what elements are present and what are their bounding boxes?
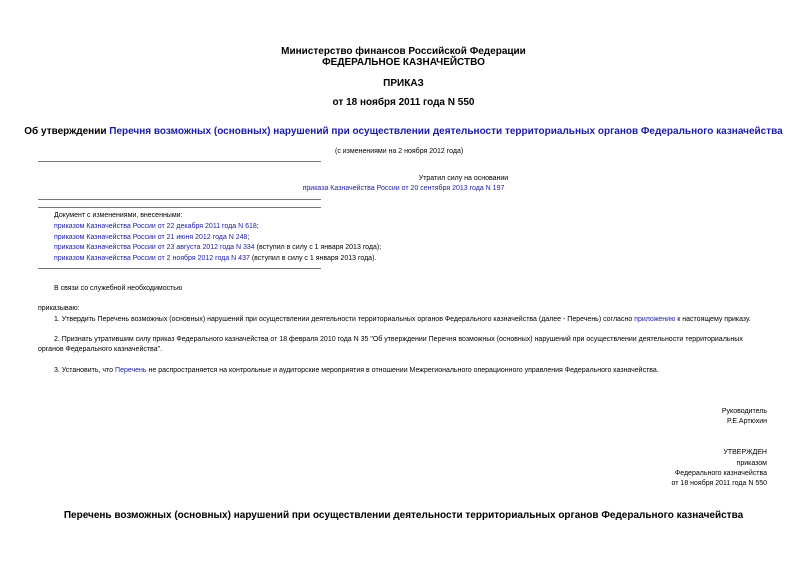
intro-text: В связи со служебной необходимостью — [54, 285, 183, 292]
change-item — [54, 254, 376, 264]
divider — [38, 207, 321, 208]
signature-name: Р.Е.Артюхин — [727, 418, 767, 425]
paragraph-1-text: 1. Утвердить Перечень возможных (основных) нарушений при осуществлении деятельности территориальных органов Федерального казначейства (далее - Перечень) согласно — [54, 316, 635, 323]
signature-role: Руководитель — [721, 408, 767, 415]
change-link[interactable]: приказом Казначейства России от 21 июня 2012 года N 248 — [54, 234, 248, 241]
document-title — [0, 126, 807, 137]
paragraph-3 — [54, 366, 659, 376]
change-item — [54, 222, 259, 232]
change-suffix: (вступил в силу с 1 января 2013 года); — [254, 244, 382, 251]
agency-heading: ФЕДЕРАЛЬНОЕ КАЗНАЧЕЙСТВО — [322, 57, 485, 68]
paragraph-3-end: не распространяется на контрольные и аудиторские мероприятия в отношении Межрегионального операционного управления Федерального казначейства. — [146, 367, 659, 374]
change-suffix: ; — [256, 223, 259, 230]
ministry-heading: Министерство финансов Российской Федерации — [281, 46, 526, 57]
divider — [38, 199, 321, 200]
change-link[interactable]: приказом Казначейства России от 22 декабря 2011 года N 618 — [54, 223, 257, 230]
approval-line-2: приказом — [736, 460, 767, 467]
lost-force-text: Утратил силу на основании — [418, 175, 509, 182]
divider — [38, 161, 321, 162]
paragraph-1 — [54, 315, 751, 325]
lost-force-link[interactable]: приказа Казначейства России от 20 сентября 2013 года N 197 — [302, 185, 505, 192]
approval-line-3: Федерального казначейства — [674, 470, 767, 477]
divider — [38, 268, 321, 269]
approval-line-4: от 18 ноября 2011 года N 550 — [671, 480, 767, 487]
paragraph-2-line-2: органов Федерального казначейства". — [38, 346, 163, 353]
paragraph-3-text: 3. Установить, что — [54, 367, 116, 374]
approval-line-1: УТВЕРЖДЕН — [723, 449, 767, 456]
changes-heading: Документ с изменениями, внесенными: — [54, 212, 183, 219]
title-prefix: Об утверждении — [24, 126, 110, 137]
change-suffix: (вступил в силу с 1 января 2013 года). — [249, 255, 377, 262]
appendix-link[interactable]: приложению — [634, 316, 676, 323]
change-item — [54, 243, 381, 253]
title-link[interactable]: Перечня возможных (основных) нарушений при осуществлении деятельности территориальных органов Федерального казначейства — [109, 126, 783, 137]
paragraph-1-end: к настоящему приказу. — [675, 316, 751, 323]
change-suffix: ; — [247, 234, 250, 241]
change-link[interactable]: приказом Казначейства России от 2 ноября 2012 года N 437 — [54, 255, 250, 262]
paragraph-2-line-1: 2. Признать утратившим силу приказ Федерального казначейства от 18 февраля 2010 года N 35 "Об утверждении Перечня возможных (основных) нарушений при осуществлении деятельности территориальных — [54, 336, 743, 343]
amended-note: (с изменениями на 2 ноября 2012 года) — [335, 148, 464, 155]
change-item — [54, 233, 249, 243]
change-link[interactable]: приказом Казначейства России от 23 августа 2012 года N 334 — [54, 244, 255, 251]
document-date-number: от 18 ноября 2011 года N 550 — [332, 97, 475, 108]
appendix-title: Перечень возможных (основных) нарушений при осуществлении деятельности территориальных органов Федерального казначейства — [63, 510, 744, 521]
document-type: ПРИКАЗ — [383, 78, 424, 89]
order-text: приказываю: — [38, 305, 80, 312]
list-link[interactable]: Перечень — [115, 367, 147, 374]
